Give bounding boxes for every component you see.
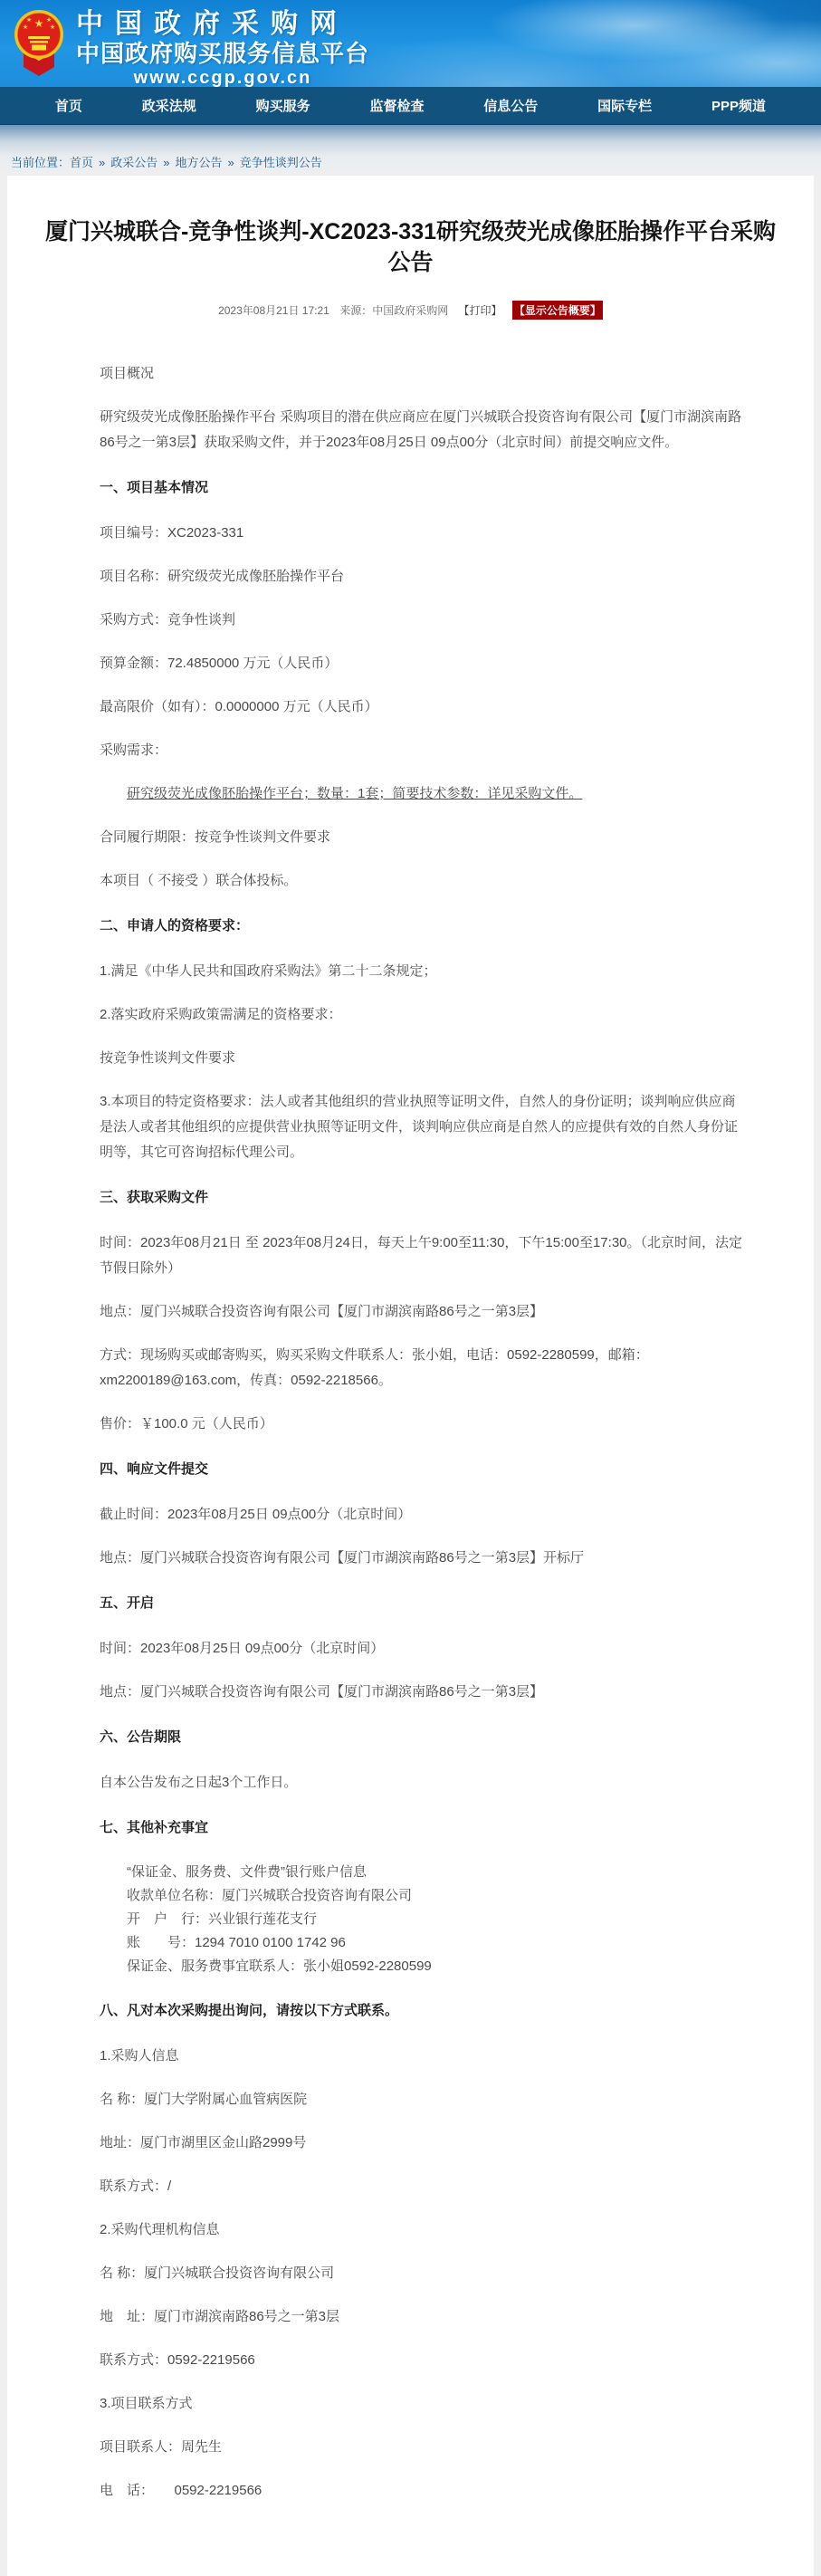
paragraph: 地点：厦门兴城联合投资咨询有限公司【厦门市湖滨南路86号之一第3层】 [100, 1683, 544, 1700]
paragraph: 3.项目联系方式 [100, 2395, 193, 2411]
main-nav [0, 87, 821, 125]
publish-datetime: 2023年08月21日 17:21 [218, 303, 329, 317]
section-heading: 四、响应文件提交 [100, 1460, 209, 1477]
section-heading: 六、公告期限 [100, 1729, 182, 1745]
bank-info-line: 账 号：1294 7010 0100 1742 96 [127, 1934, 346, 1950]
breadcrumb-separator: » [163, 156, 170, 169]
breadcrumb-separator: » [99, 156, 106, 169]
section-heading: 一、项目基本情况 [100, 479, 209, 495]
svg-text:★: ★ [33, 17, 44, 30]
article-meta [7, 301, 814, 320]
paragraph: 时间：2023年08月25日 09点00分（北京时间） [100, 1640, 385, 1656]
bank-info-line: 开 户 行：兴业银行莲花支行 [127, 1910, 318, 1927]
paragraph: 地址：厦门市湖里区金山路2999号 [100, 2134, 307, 2150]
site-title: 中国政府采购网 [76, 9, 348, 39]
bank-info-line: 收款单位名称：厦门兴城联合投资咨询有限公司 [127, 1887, 413, 1903]
site-header [0, 0, 821, 87]
paragraph: 截止时间：2023年08月25日 09点00分（北京时间） [100, 1506, 412, 1522]
breadcrumb-separator: » [227, 156, 234, 169]
breadcrumb-prefix: 当前位置： [11, 156, 71, 169]
show-summary-button[interactable]: 【显示公告概要】 [512, 301, 603, 320]
breadcrumb [0, 125, 821, 176]
page-title: 厦门兴城联合-竞争性谈判-XC2023-331研究级荧光成像胚胎操作平台采购公告 [44, 219, 777, 275]
section-heading: 三、获取采购文件 [100, 1189, 209, 1205]
bank-info-line: 保证金、服务费事宜联系人：张小姐0592-2280599 [127, 1958, 432, 1974]
site-titles [76, 9, 369, 87]
paragraph: 研究级荧光成像胚胎操作平台 采购项目的潜在供应商应在厦门兴城联合投资咨询有限公司【厦门市湖滨南路86号之一第3层】获取采购文件，并于2023年08月25日 09点00分（北京时间）前提交响应文件。 [100, 408, 742, 450]
nav-item-1[interactable]: 政采法规 [141, 99, 196, 114]
paragraph: 名 称：厦门大学附属心血管病医院 [100, 2091, 308, 2107]
paragraph: 售价：￥100.0 元（人民币） [100, 1415, 273, 1432]
section-heading: 二、申请人的资格要求： [100, 917, 250, 934]
breadcrumb-item-3[interactable]: 竞争性谈判公告 [239, 156, 322, 169]
paragraph: 项目名称：研究级荧光成像胚胎操作平台 [100, 568, 345, 584]
paragraph: 名 称：厦门兴城联合投资咨询有限公司 [100, 2265, 335, 2281]
breadcrumb-items [70, 153, 322, 170]
paragraph: 采购需求： [100, 742, 168, 758]
paragraph: 项目概况 [100, 365, 155, 381]
section-heading: 八、凡对本次采购提出询问，请按以下方式联系。 [100, 2002, 399, 2018]
source-label: 来源：中国政府采购网 [339, 303, 449, 317]
nav-item-3[interactable]: 监督检查 [369, 99, 425, 114]
paragraph: 研究级荧光成像胚胎操作平台；数量：1套；简要技术参数：详见采购文件。 [127, 785, 583, 801]
paragraph: 地 址：厦门市湖滨南路86号之一第3层 [100, 2308, 340, 2324]
section-heading: 七、其他补充事宜 [100, 1819, 209, 1835]
content-card [7, 176, 814, 2576]
svg-text:★: ★ [22, 24, 29, 31]
paragraph: 本项目（ 不接受 ）联合体投标。 [100, 872, 298, 888]
nav-items [0, 87, 821, 124]
paragraph: 地点：厦门兴城联合投资咨询有限公司【厦门市湖滨南路86号之一第3层】 [100, 1303, 544, 1319]
paragraph: 1.采购人信息 [100, 2047, 179, 2064]
nav-item-0[interactable]: 首页 [54, 99, 82, 114]
paragraph: 电 话： 0592-2219566 [100, 2482, 263, 2498]
site-subtitle: 中国政府购买服务信息平台 [76, 40, 370, 67]
paragraph: 联系方式：0592-2219566 [100, 2351, 255, 2368]
breadcrumb-item-1[interactable]: 政采公告 [110, 156, 158, 169]
header-branding [0, 0, 821, 87]
paragraph: 按竞争性谈判文件要求 [100, 1049, 236, 1066]
national-emblem-icon [13, 9, 65, 81]
nav-item-2[interactable]: 购买服务 [255, 99, 310, 114]
svg-text:★: ★ [25, 17, 33, 24]
paragraph: 地点：厦门兴城联合投资咨询有限公司【厦门市湖滨南路86号之一第3层】开标厅 [100, 1549, 585, 1566]
paragraph: 项目编号：XC2023-331 [100, 524, 244, 541]
article-body [7, 341, 814, 2504]
print-button[interactable]: 【打印】 [458, 303, 502, 317]
breadcrumb-item-0[interactable]: 首页 [70, 156, 94, 169]
paragraph: 采购方式：竞争性谈判 [100, 611, 236, 627]
paragraph: 最高限价（如有）：0.0000000 万元（人民币） [100, 698, 378, 714]
svg-text:★: ★ [45, 17, 53, 24]
nav-item-5[interactable]: 国际专栏 [597, 99, 653, 114]
paragraph: 3.本项目的特定资格要求：法人或者其他组织的营业执照等证明文件，自然人的身份证明；谈判响应供应商是法人或者其他组织的应提供营业执照等证明文件，谈判响应供应商是自然人的应提供有效的自然人身份证明等，其它可咨询招标代理公司。 [100, 1093, 739, 1160]
site-url: www.ccgp.gov.cn [133, 68, 312, 87]
paragraph: 预算金额：72.4850000 万元（人民币） [100, 655, 339, 671]
paragraph: 方式：现场购买或邮寄购买，购买采购文件联系人：张小姐，电话：0592-2280599，邮箱：xm2200189@163.com，传真：0592-2218566。 [100, 1346, 649, 1388]
paragraph: 2.落实政府采购政策需满足的资格要求： [100, 1006, 342, 1022]
section-heading: 五、开启 [100, 1594, 155, 1611]
paragraph: 2.采购代理机构信息 [100, 2221, 220, 2237]
paragraph: 自本公告发布之日起3个工作日。 [100, 1774, 298, 1790]
paragraph: 合同履行期限：按竞争性谈判文件要求 [100, 828, 331, 845]
svg-text:★: ★ [49, 24, 56, 31]
nav-item-4[interactable]: 信息公告 [483, 99, 539, 114]
paragraph: 1.满足《中华人民共和国政府采购法》第二十二条规定； [100, 962, 437, 979]
nav-item-6[interactable]: PPP频道 [711, 99, 766, 114]
paragraph: 联系方式：/ [100, 2178, 172, 2194]
paragraph: 时间：2023年08月21日 至 2023年08月24日，每天上午9:00至11:30，下午15:00至17:30。（北京时间，法定节假日除外） [100, 1234, 743, 1276]
paragraph: 项目联系人：周先生 [100, 2438, 223, 2455]
paragraph [127, 1861, 749, 1978]
bank-info-line: “保证金、服务费、文件费”银行账户信息 [127, 1863, 367, 1880]
breadcrumb-item-2[interactable]: 地方公告 [175, 156, 223, 169]
